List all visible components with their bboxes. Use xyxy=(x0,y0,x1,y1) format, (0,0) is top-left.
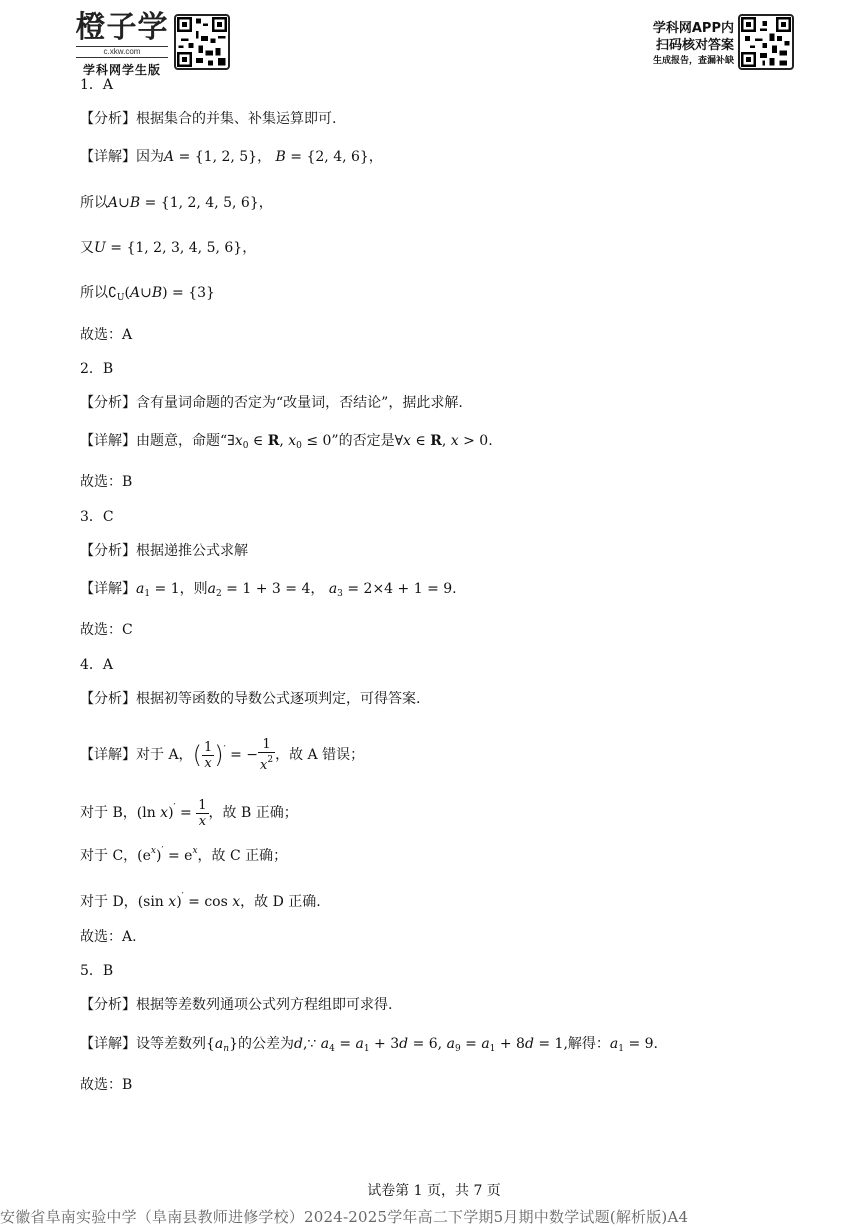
q1-answer: 1．A xyxy=(80,77,114,93)
q5-detail-b: 的公差为 xyxy=(238,1036,294,1052)
q5-solve: ,解得： xyxy=(563,1036,610,1052)
q5-analysis: 【分析】根据等差数列通项公式列方程组即可求得. xyxy=(80,997,393,1013)
q4-detail-c: 对于 C，$(e^x)' = e^x$，故 C 正确； xyxy=(80,846,288,864)
promo-line-3: 生成报告，查漏补缺 xyxy=(652,56,734,66)
q4-choose: 故选：A. xyxy=(80,929,137,945)
q4-detail-a-label: 【详解】对于 A， xyxy=(80,747,193,763)
promo-line-1: 学科网APP内 xyxy=(652,21,734,36)
brand-logo xyxy=(72,12,172,78)
q1-detail-label: 【详解】因为 xyxy=(80,149,164,165)
q4-detail-a: 【详解】对于 A，( $\frac{1}{x}$ )′ = − $\frac{1}{x^2}$ ，故 A 错误； xyxy=(80,737,365,773)
qr-code-icon xyxy=(738,14,794,70)
q4-c-verdict: ，故 C 正确； xyxy=(197,848,288,864)
q4-d-label: 对于 D， xyxy=(80,894,138,910)
q5-detail: 【详解】设等差数列$\{a_n\}$的公差为d,∵ $a_4 = a_1 + 3d = 6$, $a_9 = a_1 + 8d = 1$,解得：$a_1 = 9$. xyxy=(80,1036,659,1054)
promo-line-2: 扫码核对答案 xyxy=(655,38,734,53)
q4-answer: 4．A xyxy=(80,657,114,673)
q3-choose: 故选：C xyxy=(80,622,133,638)
q2-detail-a: 【详解】由题意，命题“ xyxy=(80,433,228,449)
q5-answer: 5．B xyxy=(80,963,114,979)
q2-choose: 故选：B xyxy=(80,474,133,490)
q4-detail-b: 对于 B，(ln x)′ = $\frac{1}{x}$ ，故 B 正确； xyxy=(80,797,298,829)
q4-b-verdict: ，故 B 正确； xyxy=(208,805,298,821)
qr-code-icon xyxy=(174,14,230,70)
q1-detail-line-4: 所以$∁_U(A\cup B) = \{3\}$ xyxy=(80,285,215,303)
q1-choose: 故选：A xyxy=(80,327,133,343)
q5-choose: 故选：B xyxy=(80,1077,133,1093)
q2-detail-b: ”的否定是 xyxy=(331,433,395,449)
q1-detail-line-2: 所以A∪B = {1, 2, 4, 5, 6}， xyxy=(80,195,273,211)
q4-d-verdict: ，故 D 正确. xyxy=(240,894,321,910)
q1-detail-line-3: 又U = {1, 2, 3, 4, 5, 6}， xyxy=(80,240,257,256)
q3-detail-label: 【详解】 xyxy=(80,581,136,597)
q1-l3-prefix: 又 xyxy=(80,240,94,256)
q3-then: ，则 xyxy=(179,581,208,597)
q1-l4-prefix: 所以 xyxy=(80,285,108,301)
logo-subtitle: 学科网学生版 xyxy=(82,63,161,77)
q3-analysis: 【分析】根据递推公式求解 xyxy=(80,543,248,559)
q4-b-label: 对于 B， xyxy=(80,805,137,821)
logo-text: 橙子学 xyxy=(75,10,169,45)
q1-analysis: 【分析】根据集合的并集、补集运算即可. xyxy=(80,111,337,127)
q1-detail-line-1: 【详解】因为A = {1, 2, 5}， B = {2, 4, 6}， xyxy=(80,149,383,165)
q4-c-label: 对于 C， xyxy=(80,848,138,864)
q5-detail-a: 【详解】设等差数列 xyxy=(80,1036,206,1052)
q1-l2-prefix: 所以 xyxy=(80,195,108,211)
q4-detail-d: 对于 D，(sin x)′ = cos x，故 D 正确. xyxy=(80,892,321,910)
q2-analysis: 【分析】含有量词命题的否定为“改量词，否结论”，据此求解. xyxy=(80,395,463,411)
page-footer: 试卷第 1 页，共 7 页 xyxy=(367,1183,501,1199)
logo-url: c.xkw.com xyxy=(76,46,168,58)
document-watermark: 安徽省阜南实验中学（阜南县教师进修学校）2024-2025学年高二下学期5月期中数学试题(解析版)A4 xyxy=(0,1208,689,1226)
q3-answer: 3．C xyxy=(80,509,114,525)
q2-answer: 2．B xyxy=(80,361,114,377)
q4-a-verdict: ，故 A 错误； xyxy=(275,747,365,763)
q3-detail: 【详解】$a_1 = 1$，则$a_2 = 1 + 3 = 4$， $a_3 = 2\times 4 + 1 = 9$. xyxy=(80,581,457,599)
q2-detail: 【详解】由题意，命题“$\exists x_0$ ∈ R, $x_0 \le 0$”的否定是∀x ∈ R, x > 0. xyxy=(80,433,493,451)
q4-analysis: 【分析】根据初等函数的导数公式逐项判定，可得答案. xyxy=(80,691,421,707)
app-promo xyxy=(626,20,734,68)
